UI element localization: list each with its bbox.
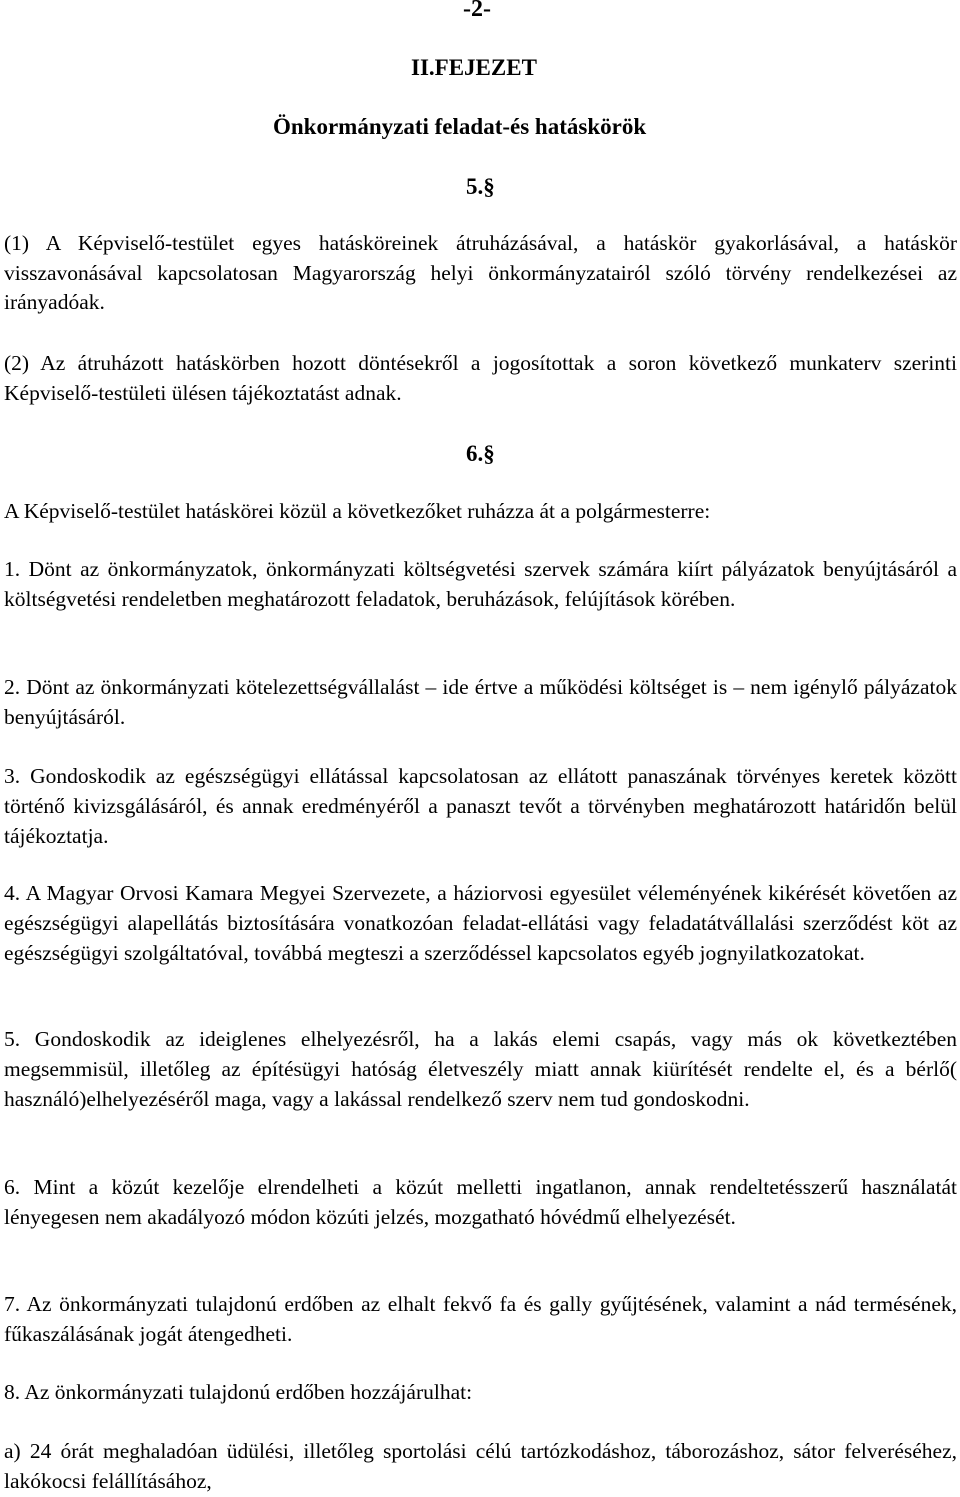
list-item: a) 24 órát meghaladóan üdülési, illetőleg sportolási célú tartózkodáshoz, táborozáshoz, sátor felveréséhez, lakókocsi felállításához, <box>4 1439 957 1493</box>
list-item: 2. Dönt az önkormányzati kötelezettségvállalást – ide értve a működési költséget is – nem igénylő pályázatok benyújtásáról. <box>4 675 957 729</box>
section-5-paragraph-2: (2) Az átruházott hatáskörben hozott döntésekről a jogosítottak a soron következő munkaterv szerinti Képviselő-testületi ülésen tájékoztatást adnak. <box>4 351 957 405</box>
chapter-title: Önkormányzati feladat-és hatáskörök <box>273 114 647 139</box>
list-item: 6. Mint a közút kezelője elrendelheti a közút melletti ingatlanon, annak rendeltetésszerű használatát lényegesen nem akadályozó módon közúti jelzés, mozgatható hóvédmű elhelyezését. <box>4 1175 957 1229</box>
list-item: 4. A Magyar Orvosi Kamara Megyei Szervezete, a háziorvosi egyesület véleményének kikérését követően az egészségügyi alapellátás biztosítására vonatkozóan feladat-ellátási vagy feladatátvállalási szerződést köt az egészségügyi szolgáltatóval, továbbá megteszi a szerződéssel kapcsolatos egyéb jognyilatkozatokat. <box>4 881 957 965</box>
section-6-heading: 6.§ <box>466 441 495 466</box>
list-item: 1. Dönt az önkormányzatok, önkormányzati költségvetési szervek számára kiírt pályázatok benyújtásáról a költségvetési rendeletben meghatározott feladatok, beruházások, felújítások körében. <box>4 557 957 611</box>
list-item: 3. Gondoskodik az egészségügyi ellátással kapcsolatosan az ellátott panaszának törvényes keretek között történő kivizsgálásáról, és annak eredményéről a panaszt tevőt a törvényben meghatározott határidőn belül tájékoztatja. <box>4 764 957 848</box>
section-5-paragraph-1: (1) A Képviselő-testület egyes hatásköreinek átruházásával, a hatáskör gyakorlásával, a hatáskör visszavonásával kapcsolatosan Magyarország helyi önkormányzatairól szóló törvény rendelkezései az irányadóak. <box>4 231 957 314</box>
list-item: 7. Az önkormányzati tulajdonú erdőben az elhalt fekvő fa és gally gyűjtésének, valamint a nád termésének, fűkaszálásának jogát átengedheti. <box>4 1292 957 1346</box>
list-item: 5. Gondoskodik az ideiglenes elhelyezésről, ha a lakás elemi csapás, vagy más ok következtében megsemmisül, illetőleg az építésügyi hatóság életveszély miatt annak kiürítését rendelte el, és a bérlő( használó)elhelyezéséről maga, vagy a lakással rendelkező szerv nem tud gondoskodni. <box>4 1027 957 1111</box>
section-5-heading: 5.§ <box>466 174 495 199</box>
chapter-heading: II.FEJEZET <box>411 55 537 80</box>
list-item: 8. Az önkormányzati tulajdonú erdőben hozzájárulhat: <box>4 1380 473 1404</box>
section-6-intro: A Képviselő-testület hatáskörei közül a következőket ruházza át a polgármesterre: <box>4 499 711 523</box>
page-number: -2- <box>463 0 491 22</box>
